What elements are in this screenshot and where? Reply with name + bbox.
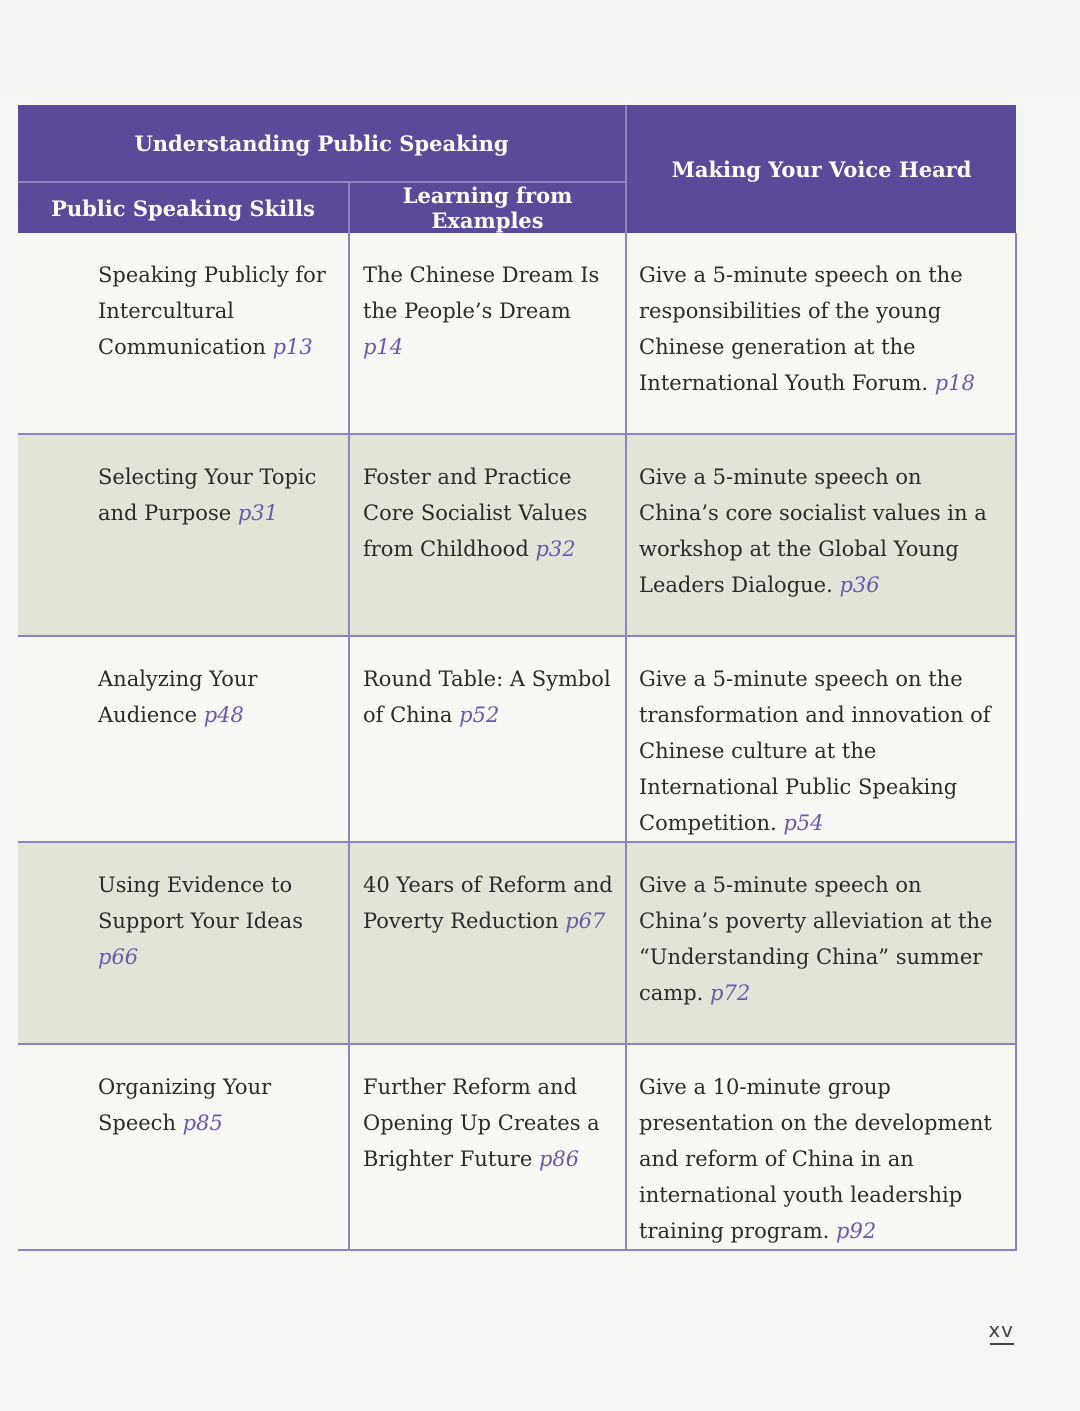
voice-cell <box>626 636 1016 842</box>
table-row <box>18 233 1016 434</box>
page-ref: p54 <box>783 811 824 835</box>
page-ref: p92 <box>836 1219 877 1243</box>
skill-title: Organizing Your Speech <box>98 1075 272 1135</box>
skill-title: Analyzing Your Audience <box>98 667 258 727</box>
header-public-speaking-skills: Public Speaking Skills <box>18 182 349 233</box>
example-cell <box>349 1044 626 1250</box>
voice-task: Give a 5-minute speech on the transformation and innovation of Chinese culture at the International Public Speaking Competition. <box>639 667 991 835</box>
example-cell <box>349 842 626 1044</box>
example-title: The Chinese Dream Is the People’s Dream <box>363 263 600 323</box>
example-title: 40 Years of Reform and Poverty Reduction <box>363 873 613 933</box>
header-understanding-public-speaking: Understanding Public Speaking <box>18 105 626 182</box>
table-row <box>18 842 1016 1044</box>
page-ref: p86 <box>538 1147 580 1171</box>
example-title: Round Table: A Symbol of China <box>363 667 611 727</box>
page-ref: p67 <box>565 909 606 933</box>
skill-cell <box>18 842 349 1044</box>
skill-title: Using Evidence to Support Your Ideas <box>98 873 303 933</box>
page-number-underline <box>990 1343 1014 1345</box>
page-ref: p52 <box>459 703 500 727</box>
voice-cell <box>626 1044 1016 1250</box>
voice-cell <box>626 233 1016 434</box>
voice-task: Give a 5-minute speech on China’s core socialist values in a workshop at the Global Young Leaders Dialogue. <box>639 465 987 597</box>
page-ref: p13 <box>272 335 313 359</box>
table-row <box>18 636 1016 842</box>
page-ref: p36 <box>839 573 880 597</box>
example-title: Further Reform and Opening Up Creates a Brighter Future <box>363 1075 600 1171</box>
skill-cell <box>18 233 349 434</box>
voice-task: Give a 5-minute speech on the responsibilities of the young Chinese generation at the International Youth Forum. <box>639 263 963 395</box>
voice-task: Give a 5-minute speech on China’s poverty alleviation at the “Understanding China” summer camp. <box>639 873 993 1005</box>
skill-cell <box>18 434 349 636</box>
skill-title: Speaking Publicly for Intercultural Communication <box>98 263 326 359</box>
example-title: Foster and Practice Core Socialist Values from Childhood <box>363 465 588 561</box>
page-ref: p85 <box>182 1111 223 1135</box>
page-ref: p72 <box>710 981 751 1005</box>
example-cell <box>349 233 626 434</box>
skill-cell <box>18 1044 349 1250</box>
table-row <box>18 434 1016 636</box>
voice-task: Give a 10-minute group presentation on the development and reform of China in an international youth leadership training program. <box>639 1075 992 1243</box>
page-ref: p48 <box>203 703 244 727</box>
example-cell <box>349 434 626 636</box>
voice-cell <box>626 434 1016 636</box>
voice-cell <box>626 842 1016 1044</box>
header-making-your-voice-heard: Making Your Voice Heard <box>626 105 1016 233</box>
table-row <box>18 1044 1016 1250</box>
example-cell <box>349 636 626 842</box>
page-ref: p14 <box>363 335 404 359</box>
skill-title: Selecting Your Topic and Purpose <box>98 465 317 525</box>
page-number: xv <box>988 1318 1014 1342</box>
page-ref: p18 <box>934 371 975 395</box>
contents-table <box>18 105 1017 1251</box>
page-ref: p32 <box>535 537 576 561</box>
skill-cell <box>18 636 349 842</box>
page-ref: p66 <box>98 945 139 969</box>
header-learning-from-examples: Learning from Examples <box>349 182 626 233</box>
page-ref: p31 <box>237 501 279 525</box>
